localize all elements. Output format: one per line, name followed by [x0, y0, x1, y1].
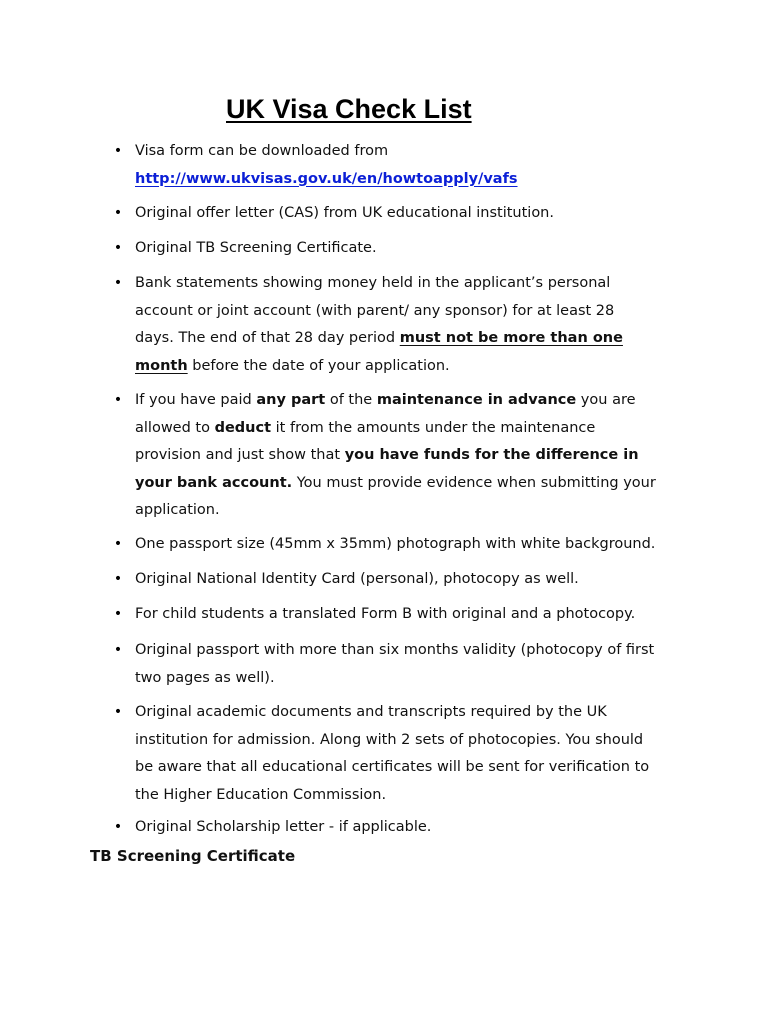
list-item-text: be aware that all educational certificates will be sent for verification to [135, 759, 650, 775]
emphasis-text: must not be more than one [399, 330, 623, 346]
bullet-icon: • [113, 392, 123, 408]
list-item-passport [113, 637, 695, 692]
list-item-scholarship [113, 814, 695, 842]
list-item-text: Original offer letter (CAS) from UK educational institution. [135, 205, 554, 221]
list-item-text: the Higher Education Commission. [135, 786, 387, 803]
list-item-bank-statements [113, 270, 695, 380]
text-run: you are [576, 392, 636, 408]
text-run: days. The end of that 28 day period [135, 330, 400, 346]
bullet-icon: • [113, 704, 123, 720]
text-run: it from the amounts under the maintenance [271, 419, 596, 436]
list-item-text: application. [135, 502, 220, 518]
list-item-form-b [113, 601, 695, 629]
emphasis-text: maintenance in advance [376, 392, 577, 408]
list-item-text [135, 442, 695, 470]
text-run: before the date of your application. [187, 357, 450, 374]
list-item-text: account or joint account (with parent/ any sponsor) for at least 28 [135, 302, 615, 319]
list-item-offer-letter [113, 200, 695, 228]
text-run: You must provide evidence when submitting your [292, 474, 656, 491]
list-item-identity-card [113, 566, 695, 594]
bullet-icon: • [113, 571, 123, 587]
list-item-text: Original Scholarship letter - if applicable. [135, 819, 432, 835]
emphasis-text: month [135, 357, 188, 374]
list-item-maintenance [113, 387, 695, 525]
list-item-text: Bank statements showing money held in the applicant’s personal [135, 275, 611, 291]
bullet-icon: • [113, 819, 123, 835]
vafs-link[interactable]: http://www.ukvisas.gov.uk/en/howtoapply/vafs [135, 170, 518, 187]
list-item-text [135, 325, 695, 353]
list-item-text: two pages as well). [135, 669, 275, 686]
text-run: of the [325, 392, 377, 408]
list-item-photograph [113, 531, 695, 559]
list-item-text: For child students a translated Form B with original and a photocopy. [135, 606, 636, 622]
list-item-text: Original TB Screening Certificate. [135, 240, 377, 256]
bullet-icon: • [113, 642, 123, 658]
bullet-icon: • [113, 143, 123, 159]
list-item-text [135, 470, 695, 498]
emphasis-text: any part [256, 392, 326, 408]
page-title: UK Visa Check List [226, 94, 472, 124]
list-item-tb-certificate [113, 235, 695, 263]
list-item-academic-documents [113, 699, 695, 809]
emphasis-text: deduct [214, 419, 272, 436]
section-heading-tb-certificate: TB Screening Certificate [90, 847, 296, 865]
text-run: allowed to [135, 419, 215, 436]
bullet-icon: • [113, 205, 123, 221]
list-item-text: Visa form can be downloaded from [135, 143, 389, 159]
list-item-text: Original academic documents and transcripts required by the UK [135, 704, 607, 720]
list-item-text [135, 415, 695, 443]
emphasis-text: you have funds for the difference in [344, 447, 639, 463]
text-run: provision and just show that [135, 447, 345, 463]
list-item-text: institution for admission. Along with 2 sets of photocopies. You should [135, 731, 644, 748]
list-item-text: Original National Identity Card (personal), photocopy as well. [135, 571, 579, 587]
text-run: If you have paid [135, 392, 257, 408]
emphasis-text: your bank account. [135, 474, 293, 491]
list-item-text [135, 387, 695, 415]
list-item-text: Original passport with more than six months validity (photocopy of first [135, 642, 655, 658]
bullet-icon: • [113, 275, 123, 291]
list-item-text [135, 353, 695, 381]
list-item-text: One passport size (45mm x 35mm) photograph with white background. [135, 536, 656, 552]
bullet-icon: • [113, 606, 123, 622]
list-item-visa-form [113, 138, 695, 193]
bullet-icon: • [113, 536, 123, 552]
bullet-icon: • [113, 240, 123, 256]
